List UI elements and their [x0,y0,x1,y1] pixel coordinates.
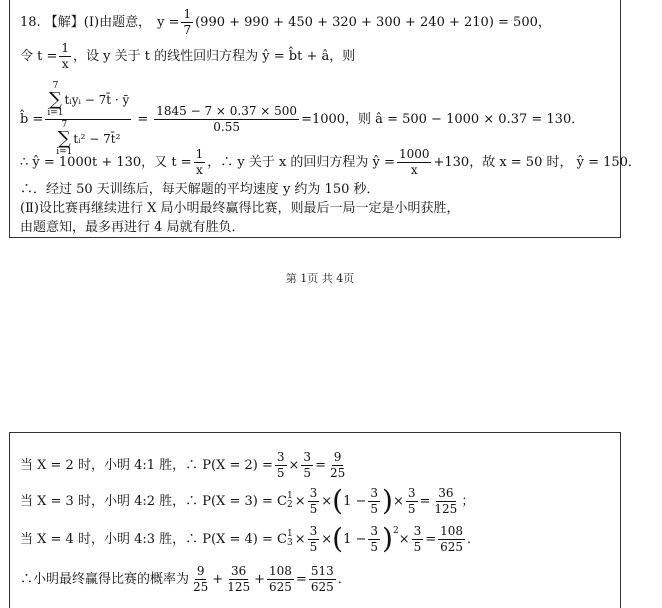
frac-num: 3 [370,524,379,538]
one-minus: 1 − [343,531,367,547]
frac-den: x [61,56,69,71]
frac-num: 3 [276,450,285,464]
frac [301,451,313,479]
frac-den: 625 [269,579,292,594]
problem-header: 18. 【解】(Ⅰ)由题意， [20,14,152,30]
frac-num [45,82,131,120]
times-sign: × [392,493,404,509]
sum-top: 7 [61,120,68,130]
frac-den: 125 [434,501,458,516]
comb-index [287,492,293,510]
times-sign: × [398,531,410,547]
page-footer: 第 1页 共 4页 [285,272,355,285]
frac-num: 3 [303,450,312,464]
frac-num: 36 [438,486,454,500]
frac [275,451,287,479]
equals-sign: = [137,112,149,127]
equals-sign: = [419,493,431,509]
frac-num: 1845 − 7 × 0.37 × 500 [156,104,298,119]
frac [432,487,459,515]
comb-sub: 3 [286,538,293,549]
conclusion-part1: ∴．经过 50 天训练后，每天解题的平均速度 y 约为 150 秒． [20,182,380,197]
solution-line-5 [20,183,380,196]
bhat-result-text: =1000，则 â = 500 − 1000 × 0.37 = 130． [301,112,585,127]
frac-den: 625 [310,579,334,594]
power-exponent: 2 [392,526,399,536]
part2-note: 由题意知，最多再进行 4 局就有胜负． [20,220,245,235]
regression-setup-text: ，设 y 关于 t 的线性回归方程为 ŷ = b̂t + â，则 [73,48,356,64]
frac-den: x [410,162,418,177]
frac [191,565,210,593]
frac-num: 1 [195,147,204,161]
sum-symbol: 7 ∑ i=1 [56,120,73,157]
denominator-expr: tᵢ² − 7t̄² [73,131,121,146]
fraction-1000-over-x [397,148,432,176]
frac-num: 9 [333,450,342,464]
frac-den: 5 [309,501,318,516]
bhat-label: b̂ = [20,112,44,127]
frac-den: 5 [370,501,379,516]
frac-den: x [196,162,203,177]
prob-line-total [20,565,351,593]
comb-sup: 1 [286,529,293,540]
mean-expression: (990 + 990 + 450 + 320 + 300 + 240 + 210) = 500， [195,14,551,30]
frac-num: 1000 [398,147,430,161]
prediction-text: +130，故 x = 50 时， ŷ = 150． [433,154,641,170]
numeric-fraction [154,105,299,133]
frac-den: 0.55 [213,120,240,134]
fraction-one-over-x [59,42,71,70]
prob-line-x3: 当 X = 3 时，小明 4:2 胜，∴ P(X = 3) = C 1 2 × $\frac{3}{5}$ × ( 1 − $\frac{3}{5}$ ) × $\frac{3}{5}$ = $\frac{36}{125}$ ； [20,484,475,518]
frac [308,525,320,553]
frac-den: 25 [193,579,209,594]
frac-num: 3 [407,486,416,500]
solution-line-2 [20,42,355,70]
times-sign: × [294,493,306,509]
frac-den: 25 [329,465,346,480]
comb-index [287,530,293,548]
prob-line-x2 [20,451,349,479]
frac-den: 5 [413,539,422,554]
frac-den: 7 [183,22,192,37]
comb-sub: 2 [286,500,293,511]
frac [406,487,418,515]
equals-sign: = [295,571,307,587]
equals-sign: = [315,457,326,473]
frac-num: 1 [61,41,70,55]
frac [368,487,380,515]
regression-result-text: ∴ ŷ = 1000t + 130，又 t = [20,154,192,170]
fraction-one-seventh [181,8,193,36]
times-sign: × [321,531,333,547]
frac [225,565,252,593]
punct: ． [337,571,351,587]
ybar-label: y = [157,14,180,30]
solution-box-part1 [9,0,641,238]
frac-den: 5 [407,501,416,516]
punct: ． [467,531,481,547]
equals-sign: = [425,531,437,547]
part2-intro: (Ⅱ)设比赛再继续进行 X 局小明最终赢得比赛，则最后一局一定是小明获胜， [20,201,460,216]
frac [412,525,424,553]
frac [328,451,347,479]
solution-box-part2 [9,432,621,608]
comb-sup: 1 [286,491,293,502]
bhat-formula-fraction [45,82,131,157]
frac-den: 5 [276,465,285,480]
frac [368,525,380,553]
frac-num: 3 [370,486,379,500]
sum-bottom: i=1 [56,147,73,157]
frac-num: 3 [309,524,318,538]
solution-line-6 [20,202,460,215]
frac-den: 5 [309,539,318,554]
let-t-text: 令 t = [20,48,58,64]
solution-line-7 [20,221,245,234]
frac [438,525,465,553]
sum-symbol: 7 ∑ i=1 [47,81,64,118]
punct: ； [461,493,475,509]
case-x3-text: 当 X = 3 时，小明 4:2 胜，∴ P(X = 3) = C [20,493,287,509]
frac-num: 3 [413,524,422,538]
solution-line-1 [20,8,551,36]
frac-num: 9 [196,564,205,578]
frac-num: 108 [440,524,464,538]
frac-den: 125 [227,579,251,594]
frac-num: 3 [309,486,318,500]
frac [308,487,320,515]
frac-num: 36 [231,564,247,578]
plus-sign: + [254,571,266,587]
total-prob-text: ∴小明最终赢得比赛的概率为 [20,571,190,587]
solution-line-4 [20,148,641,176]
sum-bottom: i=1 [47,108,64,118]
plus-sign: + [212,571,224,587]
solution-line-3 [20,82,584,157]
frac-num: 108 [269,564,292,578]
fraction-one-over-x [194,148,206,176]
times-sign: × [321,493,333,509]
frac [267,565,294,593]
times-sign: × [294,531,306,547]
frac-den: 5 [303,465,312,480]
one-minus: 1 − [343,493,367,509]
times-sign: × [288,457,300,473]
frac-num: 513 [310,564,334,578]
frac-den: 5 [370,539,379,554]
case-x2-text: 当 X = 2 时，小明 4:1 胜，∴ P(X = 2) = [20,457,273,473]
frac-num: 1 [183,7,192,21]
numerator-expr: tᵢyᵢ − 7t̄ · ȳ [64,92,130,107]
sum-top: 7 [52,81,59,91]
frac-den: 625 [440,539,464,554]
frac [309,565,336,593]
regression-x-text: ，∴ y 关于 x 的回归方程为 ŷ = [207,154,395,170]
prob-line-x4: 当 X = 4 时，小明 4:3 胜，∴ P(X = 4) = C 1 3 × $\frac{3}{5}$ × ( 1 − $\frac{3}{5}$ ) $^2$ × $\frac{3}{5}$ = $\frac{108}{625}$ ． [20,522,481,556]
case-x4-text: 当 X = 4 时，小明 4:3 胜，∴ P(X = 4) = C [20,531,287,547]
